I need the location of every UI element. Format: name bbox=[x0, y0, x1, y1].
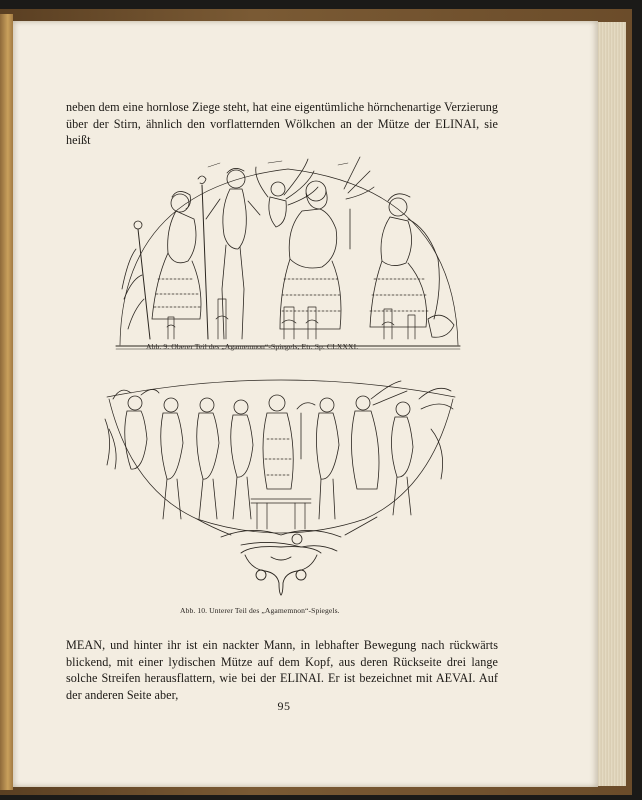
book-page bbox=[13, 21, 598, 787]
binding-edge bbox=[0, 14, 13, 790]
figure-10-engraving bbox=[101, 369, 461, 597]
bottom-paragraph bbox=[66, 637, 498, 703]
bottom-paragraph-text: MEAN, und hinter ihr ist ein nackter Mann, in lebhafter Bewegung nach rückwärts blickend, mit einer lydischen Mütze auf dem Kopf, aus deren Rückseite drei lange solche Streifen herausflattern, wie bei der ELINAI. Er ist bezeichnet mit AEVAI. Auf der anderen Seite aber, bbox=[66, 638, 498, 702]
top-paragraph-text: neben dem eine hornlose Ziege steht, hat eine eigentümliche hörnchenartige Verzierung über der Stirn, ähnlich den vorflatternden Wölkchen an der Mütze der ELINAI, sie heißt bbox=[66, 100, 498, 147]
figure-10-caption: Abb. 10. Unterer Teil des „Agamemnon“-Spiegels. bbox=[180, 606, 340, 615]
page-edges bbox=[596, 22, 626, 786]
figure-9-engraving bbox=[108, 149, 468, 351]
top-paragraph bbox=[66, 99, 498, 149]
page-number: 95 bbox=[277, 699, 291, 713]
figure-9-caption: Abb. 9. Oberer Teil des „Agamemnon“-Spiegels, Etr. Sp. CLXXXI. bbox=[146, 342, 359, 351]
